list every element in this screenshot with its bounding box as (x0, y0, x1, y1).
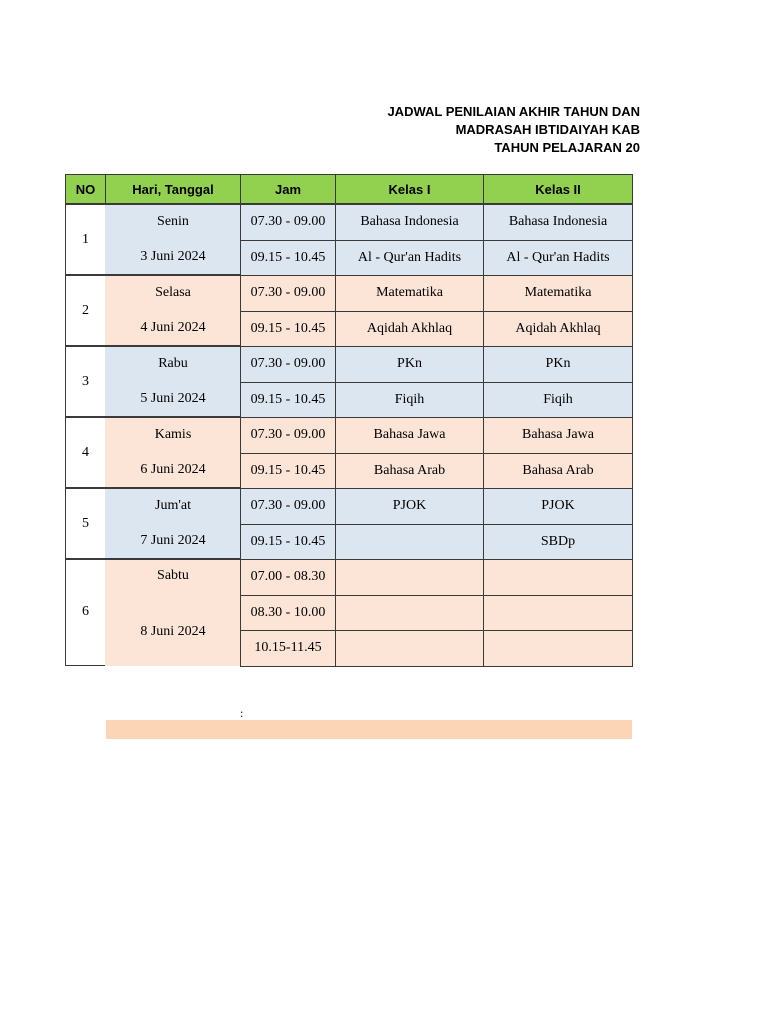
day-name: Kamis (154, 427, 192, 442)
time-slot: 09.15 - 10.45 (240, 524, 336, 561)
day-date-cell (105, 346, 241, 417)
time-slot: 10.15-11.45 (240, 630, 336, 667)
subject-kelas-1 (335, 559, 484, 596)
subject-kelas-1 (335, 595, 484, 632)
subject-kelas-1: Bahasa Jawa (335, 417, 484, 454)
day-date-cell (105, 275, 241, 346)
subject-kelas-2: Al - Qur'an Hadits (483, 240, 633, 277)
header-jam: Jam (240, 174, 336, 204)
time-slot: 09.15 - 10.45 (240, 311, 336, 348)
subject-kelas-1: Bahasa Indonesia (335, 204, 484, 241)
time-slot: 08.30 - 10.00 (240, 595, 336, 632)
subject-kelas-1: Fiqih (335, 382, 484, 419)
title-line-1: JADWAL PENILAIAN AKHIR TAHUN DAN (387, 104, 640, 119)
title-line-2: MADRASAH IBTIDAIYAH KAB (455, 122, 640, 137)
time-slot: 07.30 - 09.00 (240, 275, 336, 312)
subject-kelas-1: Bahasa Arab (335, 453, 484, 490)
day-date-cell (105, 559, 241, 666)
day-name: Sabtu (157, 568, 189, 583)
exam-date: 6 Juni 2024 (140, 462, 206, 477)
time-slot: 09.15 - 10.45 (240, 382, 336, 419)
time-slot: 07.30 - 09.00 (240, 346, 336, 383)
subject-kelas-1: Matematika (335, 275, 484, 312)
day-name: Rabu (158, 356, 188, 371)
exam-date: 8 Juni 2024 (140, 623, 206, 639)
subject-kelas-1 (335, 630, 484, 667)
time-slot: 07.30 - 09.00 (240, 488, 336, 525)
exam-date: 4 Juni 2024 (140, 320, 206, 335)
row-number: 2 (65, 275, 106, 346)
subject-kelas-2: SBDp (483, 524, 633, 561)
day-date-cell (105, 488, 241, 559)
exam-date: 3 Juni 2024 (140, 249, 206, 264)
row-number: 6 (65, 559, 106, 666)
row-number: 3 (65, 346, 106, 417)
subject-kelas-1: PKn (335, 346, 484, 383)
subject-kelas-2: Matematika (483, 275, 633, 312)
day-name: Jum'at (155, 498, 191, 513)
subject-kelas-2 (483, 630, 633, 667)
footer-colon: : (240, 706, 244, 720)
row-number: 1 (65, 204, 106, 275)
day-date-cell (105, 417, 241, 488)
header-no: NO (65, 174, 106, 204)
row-number: 5 (65, 488, 106, 559)
header-kelas2: Kelas II (483, 174, 633, 204)
subject-kelas-2: PKn (483, 346, 633, 383)
subject-kelas-2 (483, 595, 633, 632)
subject-kelas-2: PJOK (483, 488, 633, 525)
subject-kelas-1: PJOK (335, 488, 484, 525)
subject-kelas-2: Bahasa Arab (483, 453, 633, 490)
note-band (106, 720, 632, 739)
time-slot: 07.30 - 09.00 (240, 417, 336, 454)
exam-date: 7 Juni 2024 (140, 533, 206, 548)
subject-kelas-2: Bahasa Jawa (483, 417, 633, 454)
row-number: 4 (65, 417, 106, 488)
time-slot: 07.00 - 08.30 (240, 559, 336, 596)
time-slot: 07.30 - 09.00 (240, 204, 336, 241)
subject-kelas-2: Fiqih (483, 382, 633, 419)
subject-kelas-2: Bahasa Indonesia (483, 204, 633, 241)
exam-date: 5 Juni 2024 (140, 391, 206, 406)
subject-kelas-2 (483, 559, 633, 596)
header-kelas1: Kelas I (335, 174, 484, 204)
subject-kelas-2: Aqidah Akhlaq (483, 311, 633, 348)
time-slot: 09.15 - 10.45 (240, 240, 336, 277)
time-slot: 09.15 - 10.45 (240, 453, 336, 490)
subject-kelas-1: Aqidah Akhlaq (335, 311, 484, 348)
subject-kelas-1 (335, 524, 484, 561)
header-hari: Hari, Tanggal (105, 174, 241, 204)
day-name: Senin (157, 214, 189, 229)
title-line-3: TAHUN PELAJARAN 20 (494, 140, 640, 155)
day-date-cell (105, 204, 241, 275)
subject-kelas-1: Al - Qur'an Hadits (335, 240, 484, 277)
day-name: Selasa (155, 285, 191, 300)
